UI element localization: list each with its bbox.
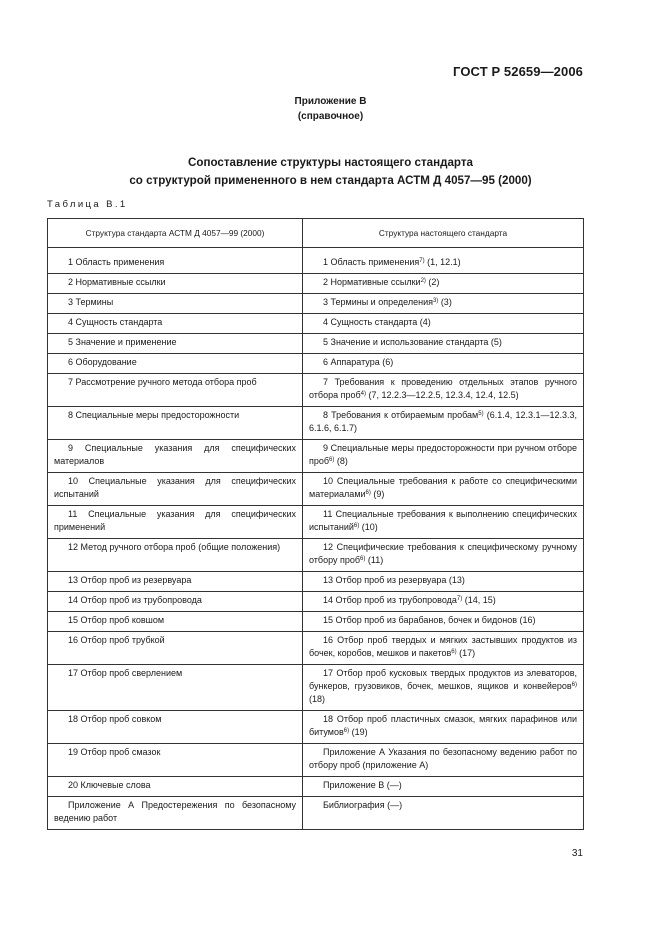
table-row (48, 334, 584, 354)
table-row (48, 374, 584, 407)
footnote-marker: 4) (360, 391, 366, 397)
gost-section-reference: (18) (309, 694, 326, 704)
gost-section-text: Приложение В (—) (323, 780, 402, 790)
table-row (48, 539, 584, 572)
table-row (48, 572, 584, 592)
gost-section-cell (303, 777, 584, 797)
gost-section-cell (303, 354, 584, 374)
appendix-title: Приложение В (294, 96, 367, 107)
gost-section-cell (303, 294, 584, 314)
table-row (48, 440, 584, 473)
gost-section-cell (303, 797, 584, 830)
section-title (0, 154, 661, 190)
astm-section-cell: 12 Метод ручного отбора проб (общие положения) (48, 539, 303, 572)
footnote-marker: 7) (419, 258, 425, 264)
gost-section-cell (303, 440, 584, 473)
footnote-marker: 2) (420, 278, 426, 284)
gost-section-cell (303, 612, 584, 632)
table-row (48, 314, 584, 334)
footnote-marker: 7) (456, 596, 463, 602)
table-row (48, 711, 584, 744)
astm-section-cell: 20 Ключевые слова (48, 777, 303, 797)
gost-section-cell (303, 572, 584, 592)
footnote-marker: 6) (365, 490, 371, 496)
gost-section-reference: (11) (365, 555, 384, 565)
gost-section-reference: (14, 15) (462, 595, 496, 605)
table-row (48, 354, 584, 374)
gost-section-cell (303, 665, 584, 711)
footnote-marker: 6) (571, 682, 577, 688)
page-number: 31 (571, 848, 583, 859)
astm-section-cell: 17 Отбор проб сверлением (48, 665, 303, 711)
table-row (48, 797, 584, 830)
appendix-subtitle: (справочное) (297, 111, 364, 122)
table-row (48, 632, 584, 665)
footnote-marker: 6) (343, 728, 350, 734)
table-body (48, 248, 584, 830)
footnote-marker: 5) (478, 411, 484, 417)
gost-section-reference: (17) (456, 648, 476, 658)
gost-section-cell (303, 539, 584, 572)
gost-section-cell (303, 334, 584, 354)
table-row (48, 473, 584, 506)
gost-section-text: 14 Отбор проб из трубопровода (323, 595, 457, 605)
gost-section-cell (303, 374, 584, 407)
appendix-heading (0, 94, 661, 124)
gost-section-cell (303, 632, 584, 665)
gost-section-reference: (9) (370, 489, 385, 499)
gost-section-cell (303, 744, 584, 777)
table-row (48, 294, 584, 314)
astm-section-cell: 13 Отбор проб из резервуара (48, 572, 303, 592)
gost-section-text: 1 Область применения (323, 257, 420, 267)
gost-section-cell (303, 592, 584, 612)
gost-section-cell (303, 248, 584, 274)
gost-section-cell (303, 506, 584, 539)
footnote-marker: 6) (451, 649, 457, 655)
gost-section-text: 13 Отбор проб из резервуара (13) (323, 575, 465, 585)
column-header-gost: Структура настоящего стандарта (303, 219, 584, 248)
table-row (48, 592, 584, 612)
gost-section-text: 15 Отбор проб из барабанов, бочек и бидонов (16) (323, 615, 536, 625)
gost-section-reference: (2) (425, 277, 440, 287)
table-row (48, 506, 584, 539)
gost-section-text: 11 Специальные требования к выполнению специфических испытаний (309, 509, 577, 532)
gost-section-cell (303, 711, 584, 744)
gost-section-text: 4 Сущность стандарта (4) (323, 317, 431, 327)
gost-section-text: 9 Специальные меры предосторожности при ручном отборе проб (309, 443, 577, 466)
footnote-marker: 6) (360, 556, 366, 562)
astm-section-cell: 16 Отбор проб трубкой (48, 632, 303, 665)
footnote-marker: 6) (353, 523, 360, 529)
gost-section-reference: (3) (438, 297, 452, 307)
gost-section-text: Библиография (—) (323, 800, 403, 810)
gost-section-text: 2 Нормативные ссылки (323, 277, 421, 287)
table-row (48, 665, 584, 711)
section-title-line-1: Сопоставление структуры настоящего стандарта (188, 156, 473, 169)
astm-section-cell: 15 Отбор проб ковшом (48, 612, 303, 632)
table-row (48, 612, 584, 632)
column-header-astm: Структура стандарта АСТМ Д 4057—99 (2000) (48, 219, 303, 248)
astm-section-cell: 10 Специальные указания для специфических испытаний (48, 473, 303, 506)
astm-section-cell: 2 Нормативные ссылки (48, 274, 303, 294)
gost-section-text: 6 Аппаратура (6) (323, 357, 394, 367)
gost-section-cell (303, 274, 584, 294)
astm-section-cell: 3 Термины (48, 294, 303, 314)
table-row (48, 248, 584, 274)
gost-section-reference: (6.1.4, 12.3.1—12.3.3, 6.1.6, 6.1.7) (309, 410, 577, 433)
gost-section-text: 3 Термины и определения (323, 297, 433, 307)
table-row (48, 274, 584, 294)
astm-section-cell: 19 Отбор проб смазок (48, 744, 303, 777)
footnote-marker: 6) (329, 457, 335, 463)
astm-section-cell: 14 Отбор проб из трубопровода (48, 592, 303, 612)
gost-section-reference: (8) (334, 456, 348, 466)
gost-section-text: 5 Значение и использование стандарта (5) (323, 337, 502, 347)
gost-section-cell (303, 473, 584, 506)
comparison-table (47, 218, 584, 830)
section-title-line-2: со структурой примененного в нем стандарта АСТМ Д 4057—95 (2000) (129, 174, 532, 187)
gost-section-text: 17 Отбор проб кусковых твердых продуктов из элеваторов, бункеров, грузовиков, бочек, мешков, ящиков и конвейеров (309, 668, 577, 691)
gost-section-cell (303, 407, 584, 440)
gost-section-text: 8 Требования к отбираемым пробам (323, 410, 479, 420)
document-code: ГОСТ Р 52659—2006 (453, 64, 583, 79)
gost-section-reference: (10) (359, 522, 378, 532)
gost-section-text: 16 Отбор проб твердых и мягких застывших продуктов из бочек, коробов, мешков и пакетов (309, 635, 577, 658)
astm-section-cell: 1 Область применения (48, 248, 303, 274)
table-header-row (48, 219, 584, 248)
gost-section-text: 12 Специфические требования к специфическому ручному отбору проб (309, 542, 577, 565)
astm-section-cell: 11 Специальные указания для специфических применений (48, 506, 303, 539)
astm-section-cell: 18 Отбор проб совком (48, 711, 303, 744)
table-row (48, 407, 584, 440)
gost-section-text: 7 Требования к проведению отдельных этапов ручного отбора проб (309, 377, 577, 400)
gost-section-reference: (7, 12.2.3—12.2.5, 12.3.4, 12.4, 12.5) (365, 390, 519, 400)
gost-section-reference: (19) (349, 727, 368, 737)
astm-section-cell: 6 Оборудование (48, 354, 303, 374)
table-label: Таблица В.1 (47, 199, 128, 210)
astm-section-cell: 7 Рассмотрение ручного метода отбора проб (48, 374, 303, 407)
astm-section-cell: 9 Специальные указания для специфических материалов (48, 440, 303, 473)
gost-section-text: Приложение А Указания по безопасному ведению работ по отбору проб (приложение А) (309, 747, 577, 770)
gost-section-text: 10 Специальные требования к работе со специфическими материалами (309, 476, 577, 499)
gost-section-reference: (1, 12.1) (424, 257, 461, 267)
astm-section-cell: Приложение А Предостережения по безопасному ведению работ (48, 797, 303, 830)
table-row (48, 777, 584, 797)
astm-section-cell: 4 Сущность стандарта (48, 314, 303, 334)
footnote-marker: 3) (432, 298, 439, 304)
astm-section-cell: 5 Значение и применение (48, 334, 303, 354)
astm-section-cell: 8 Специальные меры предосторожности (48, 407, 303, 440)
gost-section-text: 18 Отбор проб пластичных смазок, мягких парафинов или битумов (309, 714, 577, 737)
gost-section-cell (303, 314, 584, 334)
table-row (48, 744, 584, 777)
